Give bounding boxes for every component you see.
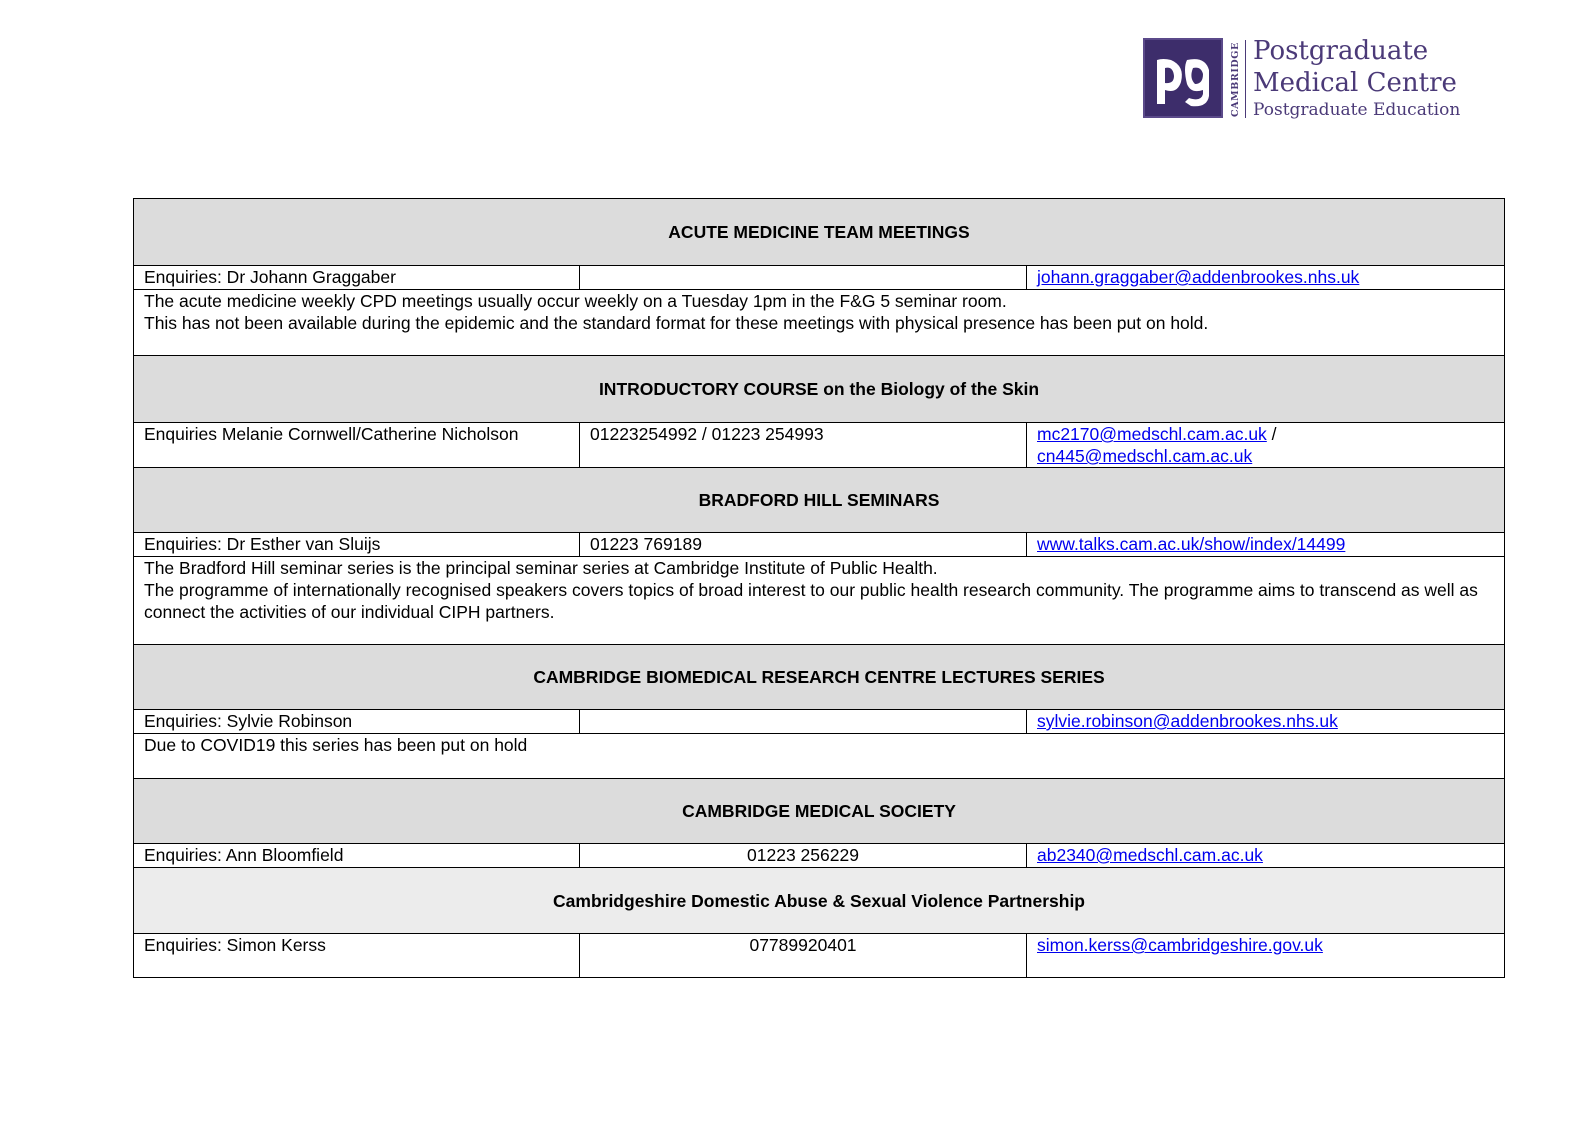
logo-line-2: Medical Centre [1253,68,1457,98]
section-title-biomedical-research: CAMBRIDGE BIOMEDICAL RESEARCH CENTRE LECTURES SERIES [134,645,1505,710]
description-row [134,734,1505,779]
section-header-row [134,199,1505,266]
logo-line-1: Postgraduate [1253,36,1429,66]
contact-row [134,266,1505,290]
email-link[interactable]: mc2170@medschl.cam.ac.uk [1037,424,1267,444]
enquiries-cell: Enquiries: Sylvie Robinson [134,710,580,734]
section-header-row [134,645,1505,710]
email-separator: / [1266,424,1277,444]
enquiries-cell: Enquiries: Dr Johann Graggaber [134,266,580,290]
phone-cell [580,266,1027,290]
phone-cell: 07789920401 [580,934,1027,978]
section-header-row [134,779,1505,844]
section-title-rest-part: on the Biology of the Skin [818,379,1040,399]
email-link[interactable]: simon.kerss@cambridgeshire.gov.uk [1037,935,1323,955]
pgmc-logo [1143,38,1483,124]
section-title-bradford-hill: BRADFORD HILL SEMINARS [134,468,1505,533]
email-link[interactable]: cn445@medschl.cam.ac.uk [1037,446,1253,466]
contact-row [134,844,1505,868]
email-cell [1027,934,1505,978]
description-paragraph: The acute medicine weekly CPD meetings usually occur weekly on a Tuesday 1pm in the F&G 5 seminar room. [144,291,1007,311]
contact-row [134,533,1505,557]
email-link[interactable]: sylvie.robinson@addenbrookes.nhs.uk [1037,711,1338,731]
description-row [134,290,1505,356]
section-title-medical-society: CAMBRIDGE MEDICAL SOCIETY [134,779,1505,844]
email-cell [1027,423,1505,468]
phone-cell: 01223 769189 [580,533,1027,557]
description-cell [134,734,1505,779]
website-cell [1027,533,1505,557]
description-paragraph: Due to COVID19 this series has been put on hold [144,735,528,755]
phone-cell: 01223254992 / 01223 254993 [580,423,1027,468]
section-header-row [134,868,1505,934]
contact-row [134,710,1505,734]
email-cell [1027,844,1505,868]
section-title-introductory-course [134,356,1505,423]
phone-cell: 01223 256229 [580,844,1027,868]
logo-divider [1245,40,1246,118]
enquiries-cell: Enquiries: Dr Esther van Sluijs [134,533,580,557]
section-header-row [134,468,1505,533]
enquiries-cell: Enquiries: Simon Kerss [134,934,580,978]
email-cell [1027,710,1505,734]
events-table [133,198,1505,978]
description-paragraph: The programme of internationally recognised speakers covers topics of broad interest to our public health research community. The programme aims to transcend as well as connect the activities of our individual CIPH partners. [144,580,1478,622]
description-row [134,557,1505,645]
phone-cell [580,710,1027,734]
section-title-acute-medicine: ACUTE MEDICINE TEAM MEETINGS [134,199,1505,266]
description-cell [134,290,1505,356]
section-title-bold-part: INTRODUCTORY COURSE [598,379,819,399]
email-cell [1027,266,1505,290]
email-link[interactable]: johann.graggaber@addenbrookes.nhs.uk [1037,267,1360,287]
enquiries-cell: Enquiries Melanie Cornwell/Catherine Nicholson [134,423,580,468]
contact-row [134,423,1505,468]
cambridge-vertical-text: CAMBRIDGE [1230,42,1241,117]
description-cell [134,557,1505,645]
logo-line-3: Postgraduate Education [1253,100,1461,120]
cambridge-vertical-label [1225,38,1243,118]
website-link[interactable]: www.talks.cam.ac.uk/show/index/14499 [1037,534,1346,554]
pg-monogram-icon [1143,38,1223,118]
description-paragraph: This has not been available during the epidemic and the standard format for these meetings with physical presence has been put on hold. [144,313,1209,333]
email-link[interactable]: ab2340@medschl.cam.ac.uk [1037,845,1263,865]
section-title-domestic-abuse: Cambridgeshire Domestic Abuse & Sexual Violence Partnership [134,868,1505,934]
contact-row [134,934,1505,978]
enquiries-cell: Enquiries: Ann Bloomfield [134,844,580,868]
description-paragraph: The Bradford Hill seminar series is the principal seminar series at Cambridge Institute of Public Health. [144,558,938,578]
section-header-row [134,356,1505,423]
